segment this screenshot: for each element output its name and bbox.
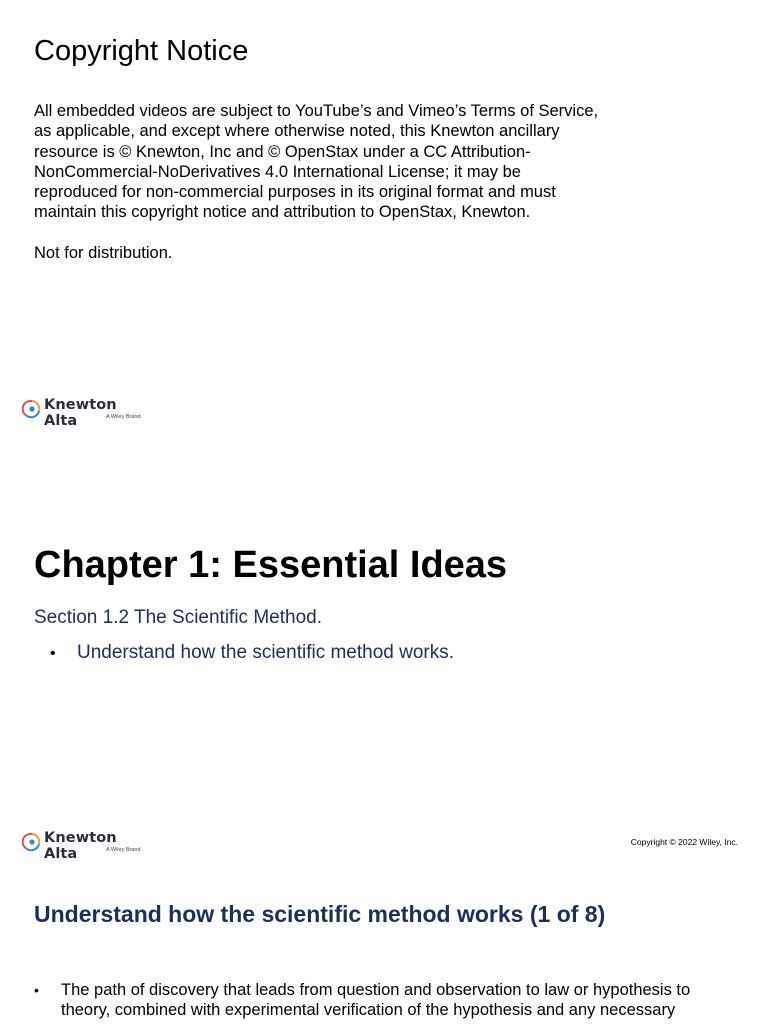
content-bullet <box>34 980 734 1021</box>
knewton-alta-logo <box>22 830 152 862</box>
logo-tagline: A Wiley Brand <box>106 847 141 853</box>
slide-copyright: Copyright © 2022 Wiley, Inc. <box>630 837 738 847</box>
section-heading: Section 1.2 The Scientific Method. <box>34 607 322 628</box>
knewton-atom-icon <box>22 399 42 419</box>
knewton-alta-logo <box>22 397 152 429</box>
bullet-text: The path of discovery that leads from question and observation to law or hypothesis to theory, combined with experimental verification of the hypothesis and any necessary <box>61 981 691 1020</box>
bullet-icon: • <box>34 982 39 998</box>
copyright-notice-title: Copyright Notice <box>34 35 249 67</box>
copyright-paragraph: All embedded videos are subject to YouTube’s and Vimeo’s Terms of Service, as applicable, and except where otherwise noted, this Knewton ancillary resource is © Knewton, Inc and © OpenStax under a CC Attribution-NonCommercial-NoDerivatives 4.0 International License; it may be reproduced for non-commercial purposes in its original format and must maintain this copyright notice and attribution to OpenStax, Knewton. <box>34 102 599 222</box>
objective-text: Understand how the scientific method works. <box>77 642 455 663</box>
logo-brand-text: Knewton Alta <box>44 830 117 862</box>
logo-brand-text: Knewton Alta <box>44 397 117 429</box>
chapter-title: Chapter 1: Essential Ideas <box>34 544 508 586</box>
logo-tagline: A Wiley Brand <box>106 414 141 420</box>
copyright-notice-body <box>34 101 609 284</box>
objective-bullet <box>50 641 454 666</box>
distribution-note: Not for distribution. <box>34 244 173 263</box>
slide-title: Understand how the scientific method works (1 of 8) <box>34 901 606 927</box>
knewton-atom-icon <box>22 832 42 852</box>
bullet-icon: • <box>50 645 56 662</box>
